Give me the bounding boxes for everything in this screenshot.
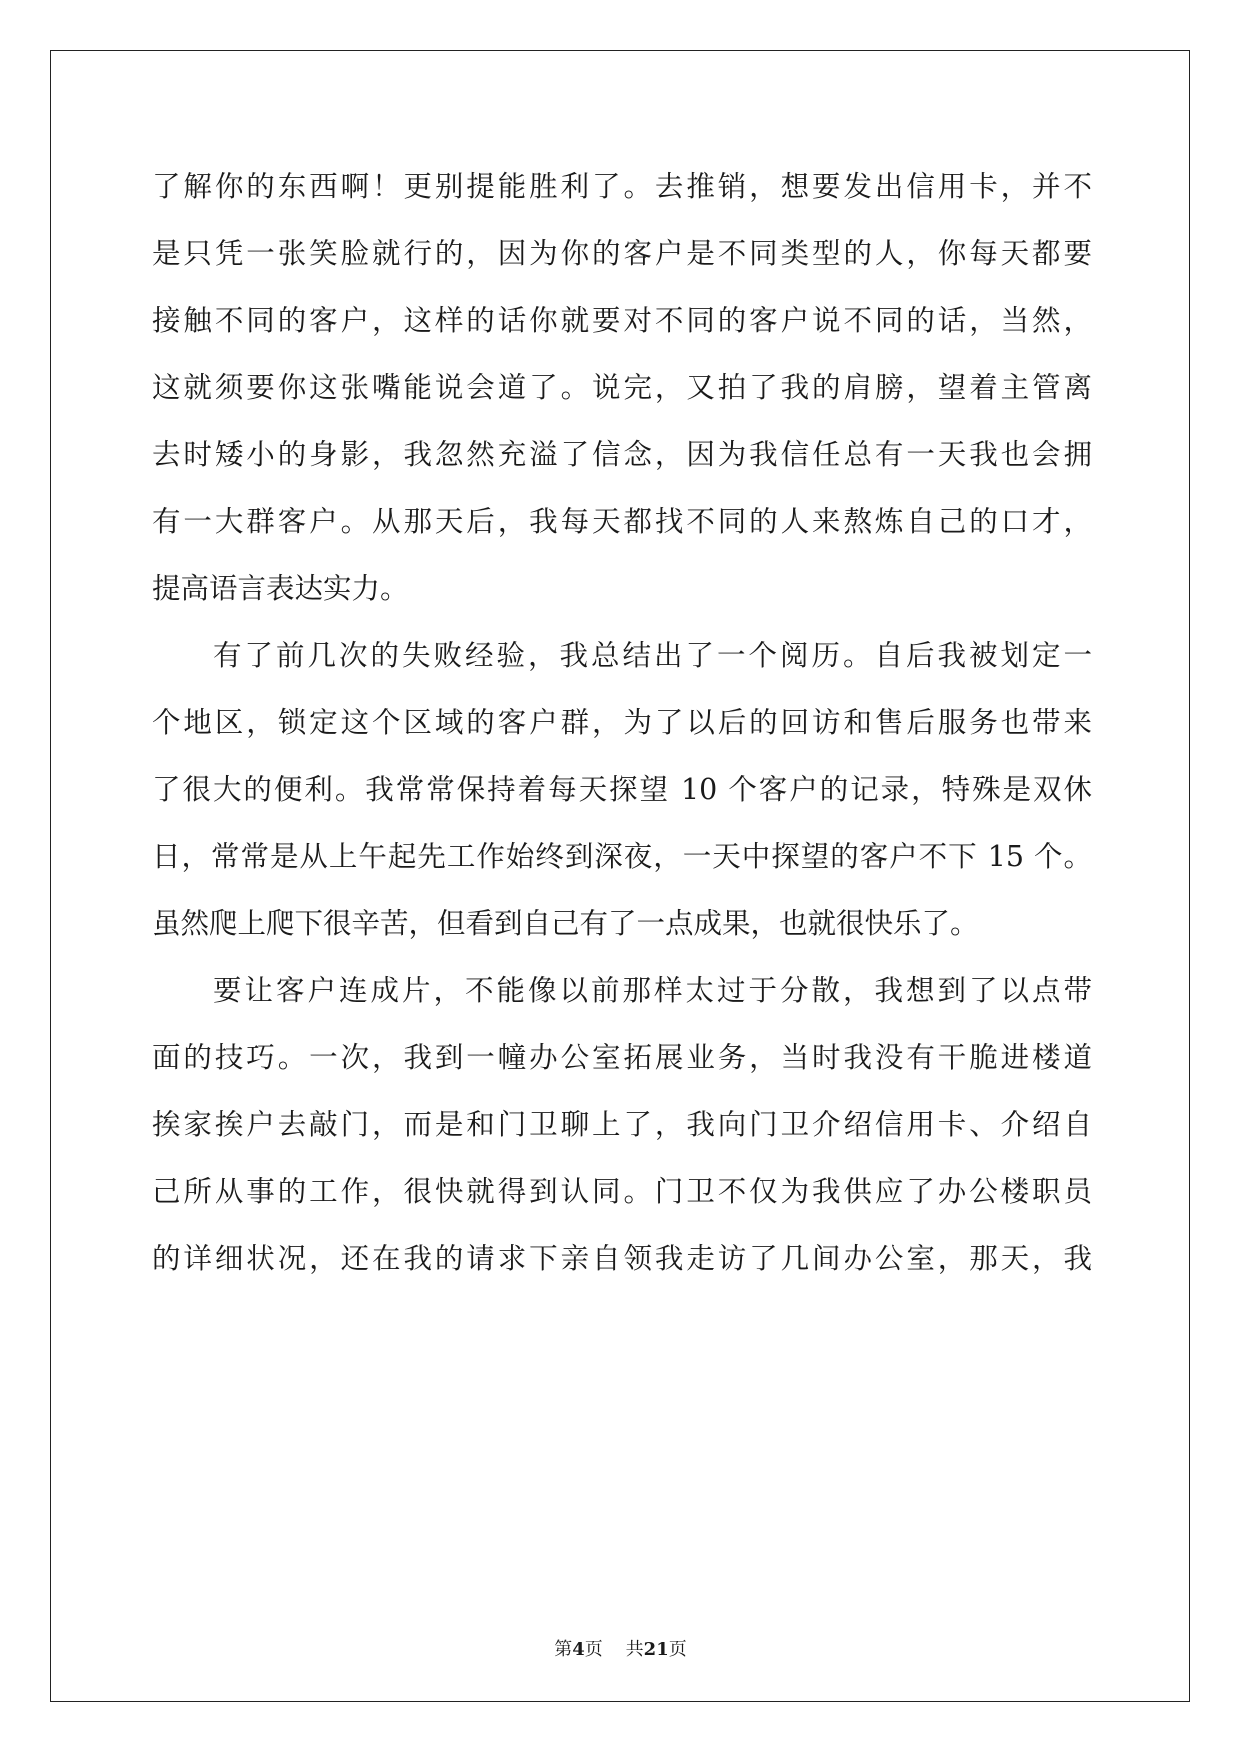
paragraph-line: 是只凭一张笑脸就行的，因为你的客户是不同类型的人，你每天都要 bbox=[152, 237, 1092, 270]
total-suffix: 页 bbox=[668, 1639, 687, 1660]
paragraph-line: 了很大的便利。我常常保持着每天探望 10 个客户的记录，特殊是双休 bbox=[152, 773, 1092, 806]
paragraph-line: 有一大群客户。从那天后，我每天都找不同的人来熬炼自己的口才， bbox=[152, 505, 1092, 538]
document-body bbox=[152, 153, 1092, 1292]
paragraph-line: 虽然爬上爬下很辛苦，但看到自己有了一点成果，也就很快乐了。 bbox=[152, 907, 979, 940]
paragraph-line: 的详细状况，还在我的请求下亲自领我走访了几间办公室，那天，我 bbox=[152, 1242, 1092, 1275]
page-total: 21 bbox=[643, 1639, 669, 1660]
page-footer bbox=[0, 1638, 1241, 1662]
paragraph-line: 己所从事的工作，很快就得到认同。门卫不仅为我供应了办公楼职员 bbox=[152, 1175, 1092, 1208]
paragraph-line: 接触不同的客户，这样的话你就要对不同的客户说不同的话，当然， bbox=[152, 304, 1092, 337]
paragraph-line: 了解你的东西啊！更别提能胜利了。去推销，想要发出信用卡，并不 bbox=[152, 170, 1092, 203]
page-number: 4 bbox=[572, 1639, 585, 1660]
paragraph-line: 要让客户连成片，不能像以前那样太过于分散，我想到了以点带 bbox=[213, 974, 1092, 1007]
page-suffix: 页 bbox=[584, 1639, 603, 1660]
page-prefix: 第 bbox=[554, 1639, 573, 1660]
paragraph-line: 有了前几次的失败经验，我总结出了一个阅历。自后我被划定一 bbox=[213, 639, 1092, 672]
paragraph-line: 日，常常是从上午起先工作始终到深夜，一天中探望的客户不下 15 个。 bbox=[152, 840, 1092, 873]
paragraph-line: 提高语言表达实力。 bbox=[152, 572, 409, 605]
paragraph-line: 去时矮小的身影，我忽然充溢了信念，因为我信任总有一天我也会拥 bbox=[152, 438, 1092, 471]
paragraph-line: 面的技巧。一次，我到一幢办公室拓展业务，当时我没有干脆进楼道 bbox=[152, 1041, 1092, 1074]
total-prefix: 共 bbox=[625, 1639, 644, 1660]
paragraph-line: 个地区，锁定这个区域的客户群，为了以后的回访和售后服务也带来 bbox=[152, 706, 1092, 739]
paragraph-line: 这就须要你这张嘴能说会道了。说完，又拍了我的肩膀，望着主管离 bbox=[152, 371, 1092, 404]
paragraph-line: 挨家挨户去敲门，而是和门卫聊上了，我向门卫介绍信用卡、介绍自 bbox=[152, 1108, 1092, 1141]
